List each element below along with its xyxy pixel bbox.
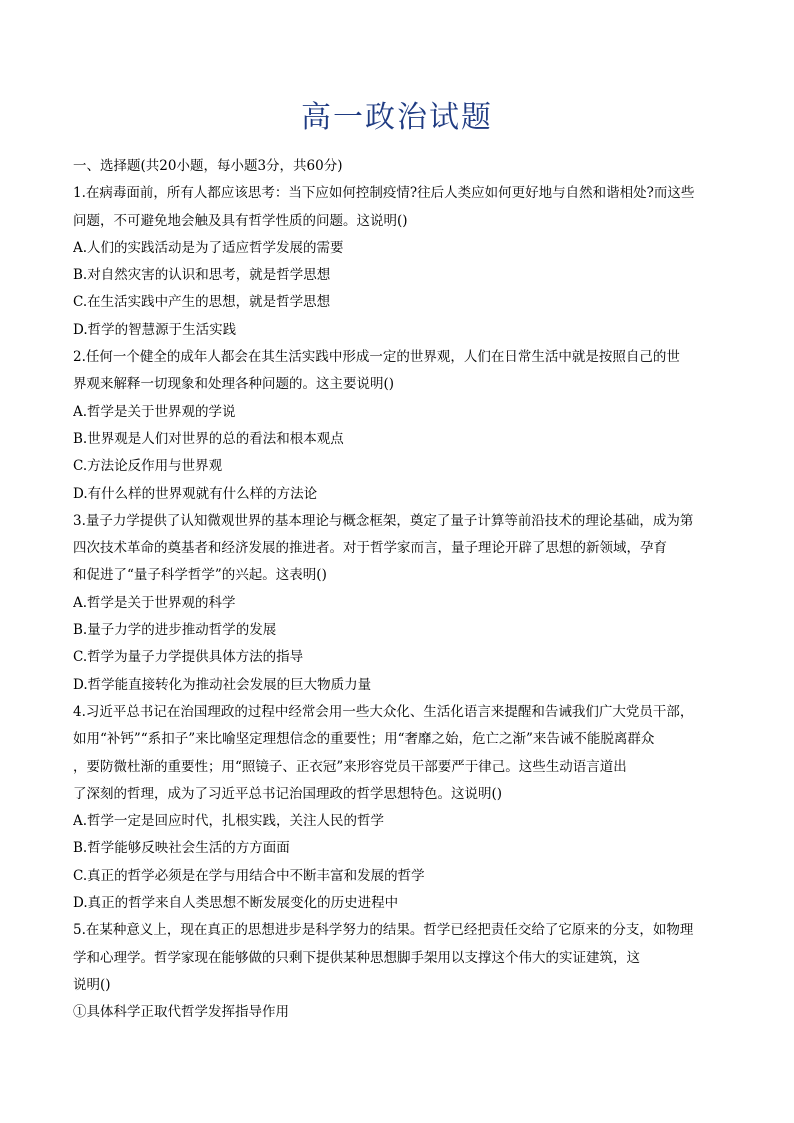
question-3-stem: 3.量子力学提供了认知微观世界的基本理论与概念框架，奠定了量子计算等前沿技术的理论基础，成为第 bbox=[73, 512, 694, 529]
question-3-stem: 四次技术革命的奠基者和经济发展的推进者。对于哲学家而言，量子理论开辟了思想的新领域，孕育 bbox=[73, 540, 667, 557]
question-2-option-c: C.方法论反作用与世界观 bbox=[73, 458, 223, 475]
question-2-stem: 界观来解释一切现象和处理各种问题的。这主要说明() bbox=[73, 376, 395, 393]
question-1-option-d: D.哲学的智慧源于生活实践 bbox=[73, 321, 237, 338]
question-4-option-d: D.真正的哲学来自人类思想不断发展变化的历史进程中 bbox=[73, 895, 399, 912]
question-4-option-b: B.哲学能够反映社会生活的方方面面 bbox=[73, 840, 290, 857]
question-5-stem: 说明() bbox=[73, 976, 111, 993]
question-4-stem: 4.习近平总书记在治国理政的过程中经常会用一些大众化、生活化语言来提醒和告诫我们广大党员干部， bbox=[73, 703, 694, 720]
question-4-option-c: C.真正的哲学必须是在学与用结合中不断丰富和发展的哲学 bbox=[73, 867, 425, 884]
question-4-stem: 如用“补钙”“系扣子”来比喻坚定理想信念的重要性；用“奢靡之始，危亡之渐”来告诫不能脱离群众 bbox=[73, 731, 655, 748]
question-4-stem: ，要防微杜渐的重要性；用“照镜子、正衣冠”来形容党员干部要严于律己。这些生动语言道出 bbox=[73, 758, 627, 775]
question-5-stem: 学和心理学。哲学家现在能够做的只剩下提供某种思想脚手架用以支撑这个伟大的实证建筑，这 bbox=[73, 949, 640, 966]
question-3-option-b: B.量子力学的进步推动哲学的发展 bbox=[73, 622, 277, 639]
question-5-stem: 5.在某种意义上，现在真正的思想进步是科学努力的结果。哲学已经把责任交给了它原来的分支，如物理 bbox=[73, 922, 694, 939]
question-4-stem: 了深刻的哲理，成为了习近平总书记治国理政的哲学思想特色。这说明() bbox=[73, 785, 503, 802]
question-3-option-c: C.哲学为量子力学提供具体方法的指导 bbox=[73, 649, 304, 666]
document-body bbox=[73, 153, 733, 1027]
question-2-option-b: B.世界观是人们对世界的总的看法和根本观点 bbox=[73, 430, 344, 447]
question-1-stem: 1.在病毒面前，所有人都应该思考：当下应如何控制疫情?往后人类应如何更好地与自然和谐相处?而这些 bbox=[73, 185, 695, 202]
question-2-option-d: D.有什么样的世界观就有什么样的方法论 bbox=[73, 485, 318, 502]
question-1-option-c: C.在生活实践中产生的思想，就是哲学思想 bbox=[73, 294, 331, 311]
question-2-stem: 2.任何一个健全的成年人都会在其生活实践中形成一定的世界观，人们在日常生活中就是按照自己的世 bbox=[73, 349, 680, 366]
page-title: 高一政治试题 bbox=[301, 100, 493, 135]
question-3-option-a: A.哲学是关于世界观的科学 bbox=[73, 594, 236, 611]
question-4-option-a: A.哲学一定是回应时代，扎根实践，关注人民的哲学 bbox=[73, 813, 385, 830]
question-5-option-1: ①具体科学正取代哲学发挥指导作用 bbox=[73, 1004, 289, 1021]
question-1-option-a: A.人们的实践活动是为了适应哲学发展的需要 bbox=[73, 239, 344, 256]
question-3-option-d: D.哲学能直接转化为推动社会发展的巨大物质力量 bbox=[73, 676, 372, 693]
question-1-stem: 问题，不可避免地会触及具有哲学性质的问题。这说明() bbox=[73, 212, 408, 229]
section-heading: 一、选择题(共20小题，每小题3分，共60分) bbox=[73, 158, 343, 174]
question-1-option-b: B.对自然灾害的认识和思考，就是哲学思想 bbox=[73, 267, 331, 284]
question-3-stem: 和促进了“量子科学哲学”的兴起。这表明() bbox=[73, 567, 327, 584]
question-2-option-a: A.哲学是关于世界观的学说 bbox=[73, 403, 236, 420]
